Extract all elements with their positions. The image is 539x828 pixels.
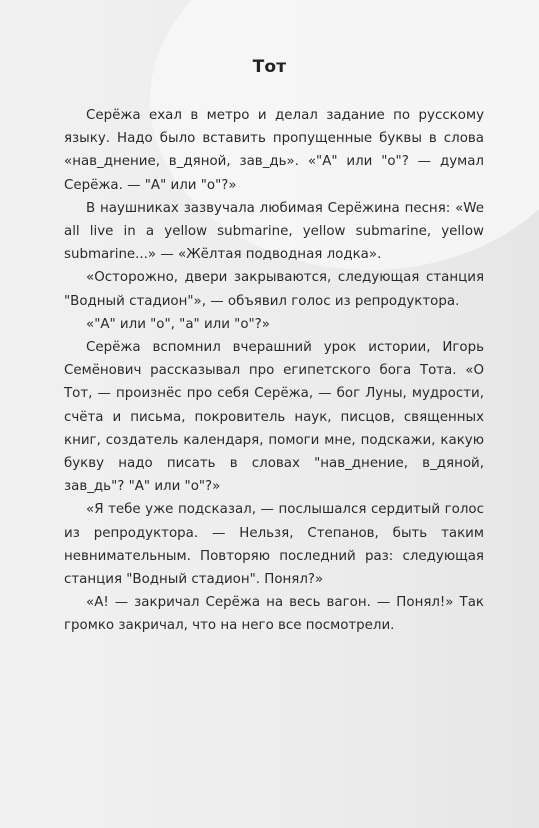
paragraph: Серёжа ехал в метро и делал задание по русскому языку. Надо было вставить пропущенные буквы в слова «нав_днение, в_дяной, зав_дь». «"А" или "о"? — думал Серёжа. — "А" или "о"?» xyxy=(64,108,484,193)
paragraph: «А! — закричал Серёжа на весь вагон. — Понял!» Так громко закричал, что на него все посмотрели. xyxy=(64,595,484,634)
paragraph: «"А" или "о", "а" или "о"?» xyxy=(86,316,270,332)
chapter-title: Тот xyxy=(252,57,287,77)
paragraph: «Я тебе уже подсказал, — послышался сердитый голос из репродуктора. — Нельзя, Степанов, быть таким невнимательным. Повторяю последний раз: следующая станция "Водный стадион". Понял?» xyxy=(64,502,484,588)
paragraph: «Осторожно, двери закрываются, следующая станция "Водный стадион"», — объявил голос из репродуктора. xyxy=(64,270,484,309)
paragraph: Серёжа вспомнил вчерашний урок истории, Игорь Семёнович рассказывал про египетского бога Тота. «О Тот, — произнёс про себя Серёжа, — бог Луны, мудрости, счёта и письма, покровитель наук, писцов, священных книг, создатель календаря, помоги мне, подскажи, какую букву надо писать в словах "нав_днение, в_дяной, зав_дь"? "А" или "о"?» xyxy=(64,340,484,495)
paragraph: В наушниках зазвучала любимая Серёжина песня: «We all live in a yellow submarine, yellow submarine, yellow submarine...» — «Жёлтая подводная лодка». xyxy=(64,200,484,263)
body-text xyxy=(64,104,484,638)
